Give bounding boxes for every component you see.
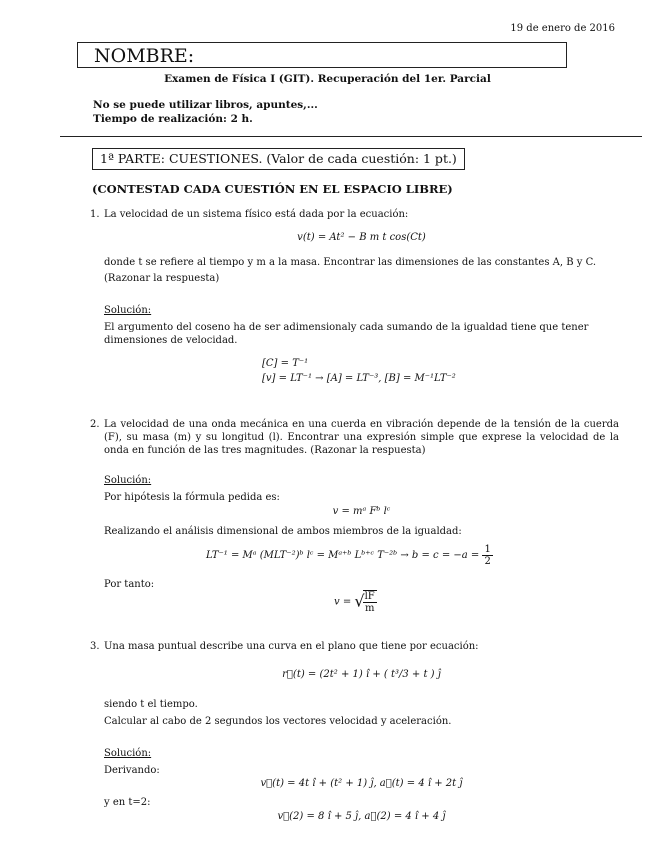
fraction-denominator: 2: [484, 556, 491, 567]
rule-time: Tiempo de realización: 2 h.: [93, 113, 253, 125]
question-2-line-1: Por hipótesis la fórmula pedida es:: [104, 492, 280, 503]
fraction-numerator: 1: [484, 544, 491, 555]
exam-date: 19 de enero de 2016: [510, 23, 615, 34]
question-2-number: 2.: [90, 419, 100, 430]
question-1-solution-eq-1: [C] = T⁻¹: [262, 358, 309, 369]
question-1-solution-eq-2: [v] = LT⁻¹ → [A] = LT⁻³, [B] = M⁻¹LT⁻²: [262, 373, 456, 384]
question-2-eq-1: v = mᵃ Fᵇ lᶜ: [332, 506, 391, 517]
question-3-statement: Una masa puntual describe una curva en el plano que tiene por ecuación:: [104, 641, 479, 652]
question-2-eq-3: [334, 590, 377, 614]
question-2-solution-label: Solución:: [104, 475, 152, 486]
divider: [60, 136, 642, 137]
sqrt-symbol-icon: √: [354, 591, 365, 611]
question-3-solution-label: Solución:: [104, 748, 152, 759]
question-1-statement: La velocidad de un sistema físico está dada por la ecuación:: [104, 209, 409, 220]
question-2-eq-2: [206, 544, 493, 567]
exam-rules: [93, 98, 318, 126]
question-3-eq-2: v⃗(2) = 8 î + 5 ĵ, a⃗(2) = 4 î + 4 ĵ: [277, 811, 446, 822]
question-1-solution-label: Solución:: [104, 305, 152, 316]
question-3-eq-1: v⃗(t) = 4t î + (t² + 1) ĵ, a⃗(t) = 4 î + 2t ĵ: [260, 778, 463, 789]
question-2-line-3: Por tanto:: [104, 579, 155, 590]
name-label: NOMBRE:: [94, 45, 195, 67]
question-2-eq-2-fraction: [482, 544, 492, 567]
exam-title: Examen de Física I (GIT). Recuperación del 1er. Parcial: [164, 73, 491, 85]
question-2-eq-3-fraction: [363, 590, 377, 614]
question-2-eq-3-lhs: v =: [334, 596, 352, 608]
question-1-note: (Razonar la respuesta): [104, 273, 220, 284]
question-3-equation: r⃗(t) = (2t² + 1) î + ( t³/3 + t ) ĵ: [282, 669, 441, 680]
part-instruction: (CONTESTAD CADA CUESTIÓN EN EL ESPACIO LIBRE): [92, 182, 453, 196]
name-box: [77, 42, 567, 68]
question-1-solution-text: El argumento del coseno ha de ser adimensionaly cada sumando de la igualdad tiene que tener dimensiones de velocidad.: [104, 322, 589, 346]
question-3-number: 3.: [90, 641, 100, 652]
question-3-line-2: y en t=2:: [104, 797, 151, 808]
question-3-line-1: Derivando:: [104, 765, 160, 776]
question-2-statement: La velocidad de una onda mecánica en una cuerda en vibración depende de la tensión de la cuerda (F), su masa (m) y su longitud (l). Encontrar una expresión simple que exprese la velocidad de la onda en función de las tres magnitudes. (Razonar la respuesta): [104, 419, 619, 456]
question-2-line-2: Realizando el análisis dimensional de ambos miembros de la igualdad:: [104, 526, 462, 537]
part-heading: 1ª PARTE: CUESTIONES. (Valor de cada cuestión: 1 pt.): [92, 148, 465, 170]
question-2-eq-2-main: LT⁻¹ = Mᵃ (MLT⁻²)ᵇ lᶜ = Mᵃ⁺ᵇ Lᵇ⁺ᶜ T⁻²ᵇ → b = c = −a =: [206, 550, 480, 561]
fraction-denominator: m: [364, 603, 375, 614]
question-3-text-1: siendo t el tiempo.: [104, 699, 198, 710]
question-1-equation: v(t) = At² − B m t cos(Ct): [297, 232, 426, 243]
fraction-numerator: lF: [364, 591, 375, 602]
question-1-text: donde t se refiere al tiempo y m a la masa. Encontrar las dimensiones de las constantes A, B y C.: [104, 257, 597, 268]
question-3-text-2: Calcular al cabo de 2 segundos los vectores velocidad y aceleración.: [104, 716, 452, 727]
question-1-number: 1.: [90, 209, 100, 220]
rule-materials: No se puede utilizar libros, apuntes,...: [93, 99, 318, 111]
